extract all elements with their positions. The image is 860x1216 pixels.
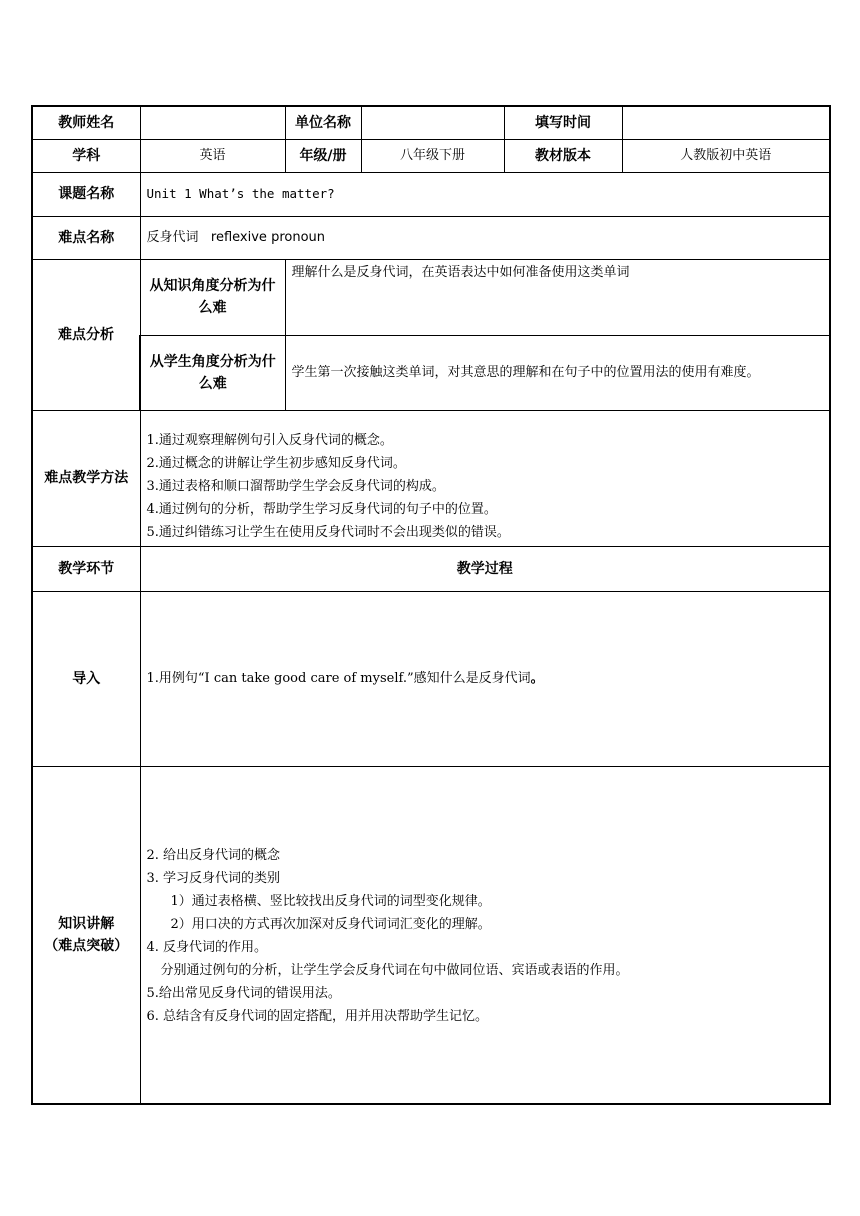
row-knowledge <box>32 766 830 1104</box>
row-topic <box>32 172 830 216</box>
difficulty-value-en: reflexive pronoun <box>210 229 326 245</box>
knowledge-line-4: 2）用口决的方式再次加深对反身代词词汇变化的理解。 <box>170 916 491 932</box>
analysis-label: 难点分析 <box>32 259 140 410</box>
row-analysis-knowledge <box>32 259 830 335</box>
row-difficulty <box>32 216 830 259</box>
teacher-name-label: 教师姓名 <box>32 106 140 139</box>
student-angle-text: 学生第一次接触这类单词，对其意思的理解和在句子中的位置用法的使用有难度。 <box>285 335 830 410</box>
knowledge-line-2: 3. 学习反身代词的类别 <box>146 870 281 886</box>
knowledge-line-6: 分别通过例句的分析，让学生学会反身代词在句中做同位语、宾语或表语的作用。 <box>160 962 629 978</box>
methods-list <box>140 410 830 546</box>
method-item-3: 3.通过表格和顺口溜帮助学生学会反身代词的构成。 <box>146 478 445 494</box>
row-methods <box>32 410 830 546</box>
knowledge-angle-label: 从知识角度分析为什么难 <box>140 259 285 335</box>
row-basic-info <box>32 106 830 139</box>
intro-text <box>140 591 830 766</box>
knowledge-line-3: 1）通过表格横、竖比较找出反身代词的词型变化规律。 <box>170 893 491 909</box>
difficulty-value-cn: 反身代词 <box>146 229 199 245</box>
row-intro <box>32 591 830 766</box>
knowledge-label-line1: 知识讲解 <box>58 915 115 932</box>
knowledge-list <box>140 766 830 1104</box>
process-label: 教学过程 <box>140 546 830 591</box>
edition-label: 教材版本 <box>504 139 622 172</box>
difficulty-value <box>140 216 830 259</box>
student-angle-label: 从学生角度分析为什么难 <box>140 335 285 410</box>
intro-label: 导入 <box>32 591 140 766</box>
knowledge-line-5: 4. 反身代词的作用。 <box>146 939 268 955</box>
grade-value: 八年级下册 <box>361 139 504 172</box>
knowledge-line-8: 6. 总结含有反身代词的固定搭配，用并用决帮助学生记忆。 <box>146 1008 489 1024</box>
method-item-2: 2.通过概念的讲解让学生初步感知反身代词。 <box>146 455 406 471</box>
fill-time-label: 填写时间 <box>504 106 622 139</box>
stage-label: 教学环节 <box>32 546 140 591</box>
method-item-4: 4.通过例句的分析，帮助学生学习反身代词的句子中的位置。 <box>146 501 497 517</box>
knowledge-label <box>32 766 140 1104</box>
subject-label: 学科 <box>32 139 140 172</box>
grade-label: 年级/册 <box>285 139 361 172</box>
difficulty-label: 难点名称 <box>32 216 140 259</box>
teacher-name-value[interactable] <box>140 106 285 139</box>
intro-text-main: 1.用例句“I can take good care of myself.”感知什么是反身代词 <box>146 670 531 686</box>
intro-text-period: 。 <box>530 670 544 686</box>
knowledge-line-7: 5.给出常见反身代词的错误用法。 <box>146 985 341 1001</box>
knowledge-label-line2: （难点突破） <box>44 937 129 954</box>
subject-value: 英语 <box>140 139 285 172</box>
unit-name-label: 单位名称 <box>285 106 361 139</box>
fill-time-value[interactable] <box>622 106 830 139</box>
topic-label: 课题名称 <box>32 172 140 216</box>
method-item-5: 5.通过纠错练习让学生在使用反身代词时不会出现类似的错误。 <box>146 524 510 540</box>
lesson-plan-table <box>31 105 831 1105</box>
unit-name-value[interactable] <box>361 106 504 139</box>
topic-value: Unit 1 What’s the matter? <box>140 172 830 216</box>
method-item-1: 1.通过观察理解例句引入反身代词的概念。 <box>146 432 393 448</box>
methods-label: 难点教学方法 <box>32 410 140 546</box>
row-analysis-student <box>32 335 830 410</box>
knowledge-line-1: 2. 给出反身代词的概念 <box>146 847 281 863</box>
row-process-header <box>32 546 830 591</box>
edition-value: 人教版初中英语 <box>622 139 830 172</box>
row-subject <box>32 139 830 172</box>
knowledge-angle-text: 理解什么是反身代词，在英语表达中如何准备使用这类单词 <box>285 259 830 335</box>
